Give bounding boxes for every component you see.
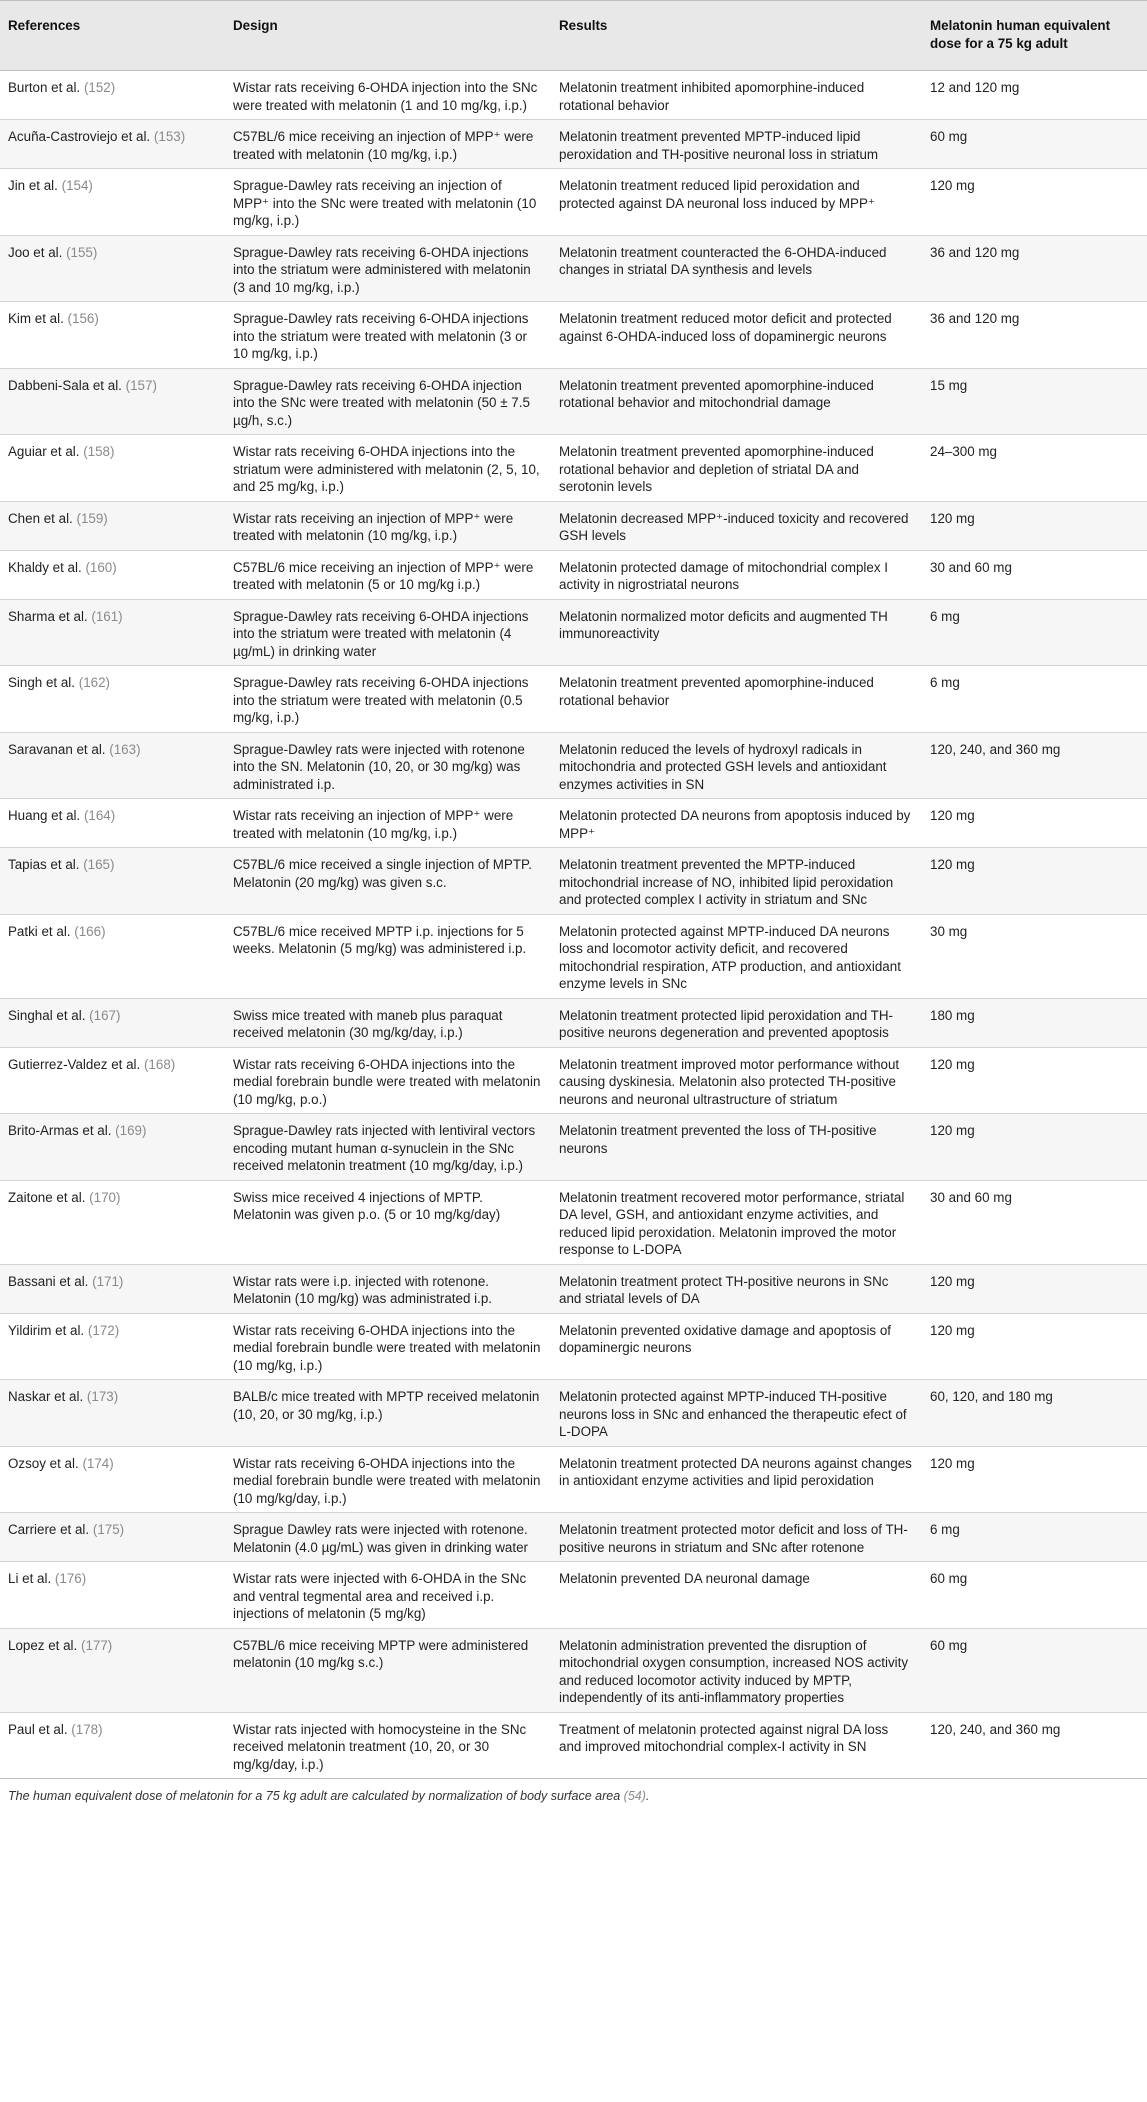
results-cell: Melatonin treatment prevented the loss of TH-positive neurons xyxy=(551,1114,922,1181)
table-row xyxy=(0,914,1147,998)
reference-cell xyxy=(0,302,225,369)
reference-cell xyxy=(0,599,225,666)
dose-cell: 30 and 60 mg xyxy=(922,1180,1147,1264)
design-cell: C57BL/6 mice receiving MPTP were administered melatonin (10 mg/kg s.c.) xyxy=(225,1628,551,1712)
reference-authors: Gutierrez-Valdez et al. xyxy=(8,1056,141,1072)
table-row xyxy=(0,1628,1147,1712)
table-row xyxy=(0,998,1147,1047)
dose-cell: 60 mg xyxy=(922,1628,1147,1712)
table-row xyxy=(0,1114,1147,1181)
table-row xyxy=(0,368,1147,435)
dose-cell: 24–300 mg xyxy=(922,435,1147,502)
dose-cell: 30 mg xyxy=(922,914,1147,998)
design-cell: Sprague-Dawley rats injected with lentiviral vectors encoding mutant human α-synuclein in the SNc received melatonin treatment (10 mg/kg/day, i.p.) xyxy=(225,1114,551,1181)
reference-number-link[interactable]: (155) xyxy=(66,244,98,260)
header-row xyxy=(0,1,1147,71)
reference-number-link[interactable]: (178) xyxy=(71,1721,103,1737)
reference-authors: Joo et al. xyxy=(8,244,63,260)
results-cell: Melatonin treatment reduced lipid peroxidation and protected against DA neuronal loss induced by MPP⁺ xyxy=(551,169,922,236)
results-cell: Melatonin treatment prevented MPTP-induced lipid peroxidation and TH-positive neuronal loss in striatum xyxy=(551,120,922,169)
footnote-ref-link[interactable]: (54) xyxy=(623,1789,646,1803)
reference-authors: Singh et al. xyxy=(8,675,75,690)
table-row xyxy=(0,71,1147,120)
results-cell: Melatonin treatment prevented apomorphine-induced rotational behavior xyxy=(551,666,922,733)
reference-cell xyxy=(0,799,225,848)
reference-number-link[interactable]: (174) xyxy=(82,1455,114,1471)
table-row xyxy=(0,732,1147,799)
reference-cell xyxy=(0,550,225,599)
table-row xyxy=(0,666,1147,733)
reference-cell xyxy=(0,1562,225,1629)
results-cell: Melatonin treatment reduced motor deficit and protected against 6-OHDA-induced loss of dopaminergic neurons xyxy=(551,302,922,369)
design-cell: C57BL/6 mice receiving an injection of MPP⁺ were treated with melatonin (10 mg/kg, i.p.) xyxy=(225,120,551,169)
results-cell: Melatonin protected against MPTP-induced DA neurons loss and locomotor activity deficit, and recovered mitochondrial respiration, ATP production, and antioxidant enzyme levels in SNc xyxy=(551,914,922,998)
reference-number-link[interactable]: (167) xyxy=(89,1007,121,1023)
reference-cell xyxy=(0,1264,225,1313)
results-cell: Melatonin prevented oxidative damage and apoptosis of dopaminergic neurons xyxy=(551,1313,922,1380)
reference-authors: Bassani et al. xyxy=(8,1273,89,1289)
reference-cell xyxy=(0,666,225,733)
reference-number-link[interactable]: (160) xyxy=(85,559,117,575)
reference-authors: Sharma et al. xyxy=(8,608,88,624)
reference-cell xyxy=(0,1513,225,1562)
table-row xyxy=(0,1380,1147,1447)
reference-number-link[interactable]: (171) xyxy=(92,1273,124,1289)
header-design: Design xyxy=(225,1,551,71)
reference-cell xyxy=(0,235,225,302)
reference-authors: Ozsoy et al. xyxy=(8,1455,79,1471)
header-references: References xyxy=(0,1,225,71)
dose-cell: 120, 240, and 360 mg xyxy=(922,732,1147,799)
dose-cell: 30 and 60 mg xyxy=(922,550,1147,599)
dose-cell: 36 and 120 mg xyxy=(922,235,1147,302)
table-row xyxy=(0,848,1147,915)
reference-authors: Li et al. xyxy=(8,1571,52,1586)
dose-cell: 60, 120, and 180 mg xyxy=(922,1380,1147,1447)
reference-number-link[interactable]: (157) xyxy=(125,377,157,393)
reference-cell xyxy=(0,71,225,120)
reference-number-link[interactable]: (163) xyxy=(109,741,141,757)
table-row xyxy=(0,1047,1147,1114)
design-cell: Swiss mice treated with maneb plus paraquat received melatonin (30 mg/kg/day, i.p.) xyxy=(225,998,551,1047)
design-cell: Swiss mice received 4 injections of MPTP. Melatonin was given p.o. (5 or 10 mg/kg/day) xyxy=(225,1180,551,1264)
reference-authors: Burton et al. xyxy=(8,80,81,95)
reference-number-link[interactable]: (165) xyxy=(83,857,115,872)
reference-cell xyxy=(0,501,225,550)
reference-number-link[interactable]: (166) xyxy=(74,923,106,939)
table-header xyxy=(0,1,1147,71)
dose-cell: 120 mg xyxy=(922,1264,1147,1313)
dose-cell: 120 mg xyxy=(922,501,1147,550)
dose-cell: 15 mg xyxy=(922,368,1147,435)
design-cell: Wistar rats receiving 6-OHDA injections into the medial forebrain bundle were treated with melatonin (10 mg/kg, p.o.) xyxy=(225,1047,551,1114)
design-cell: C57BL/6 mice receiving an injection of MPP⁺ were treated with melatonin (5 or 10 mg/kg i.p.) xyxy=(225,550,551,599)
reference-number-link[interactable]: (153) xyxy=(153,129,186,144)
dose-cell: 120 mg xyxy=(922,799,1147,848)
header-dose: Melatonin human equivalent dose for a 75 kg adult xyxy=(922,1,1147,71)
results-cell: Melatonin treatment protected motor deficit and loss of TH-positive neurons in striatum and SNc after rotenone xyxy=(551,1513,922,1562)
design-cell: Wistar rats receiving an injection of MPP⁺ were treated with melatonin (10 mg/kg, i.p.) xyxy=(225,501,551,550)
design-cell: C57BL/6 mice received a single injection of MPTP. Melatonin (20 mg/kg) was given s.c. xyxy=(225,848,551,915)
reference-authors: Chen et al. xyxy=(8,510,73,526)
results-cell: Melatonin normalized motor deficits and augmented TH immunoreactivity xyxy=(551,599,922,666)
design-cell: Wistar rats receiving 6-OHDA injections into the striatum were administered with melatonin (2, 5, 10, and 25 mg/kg, i.p.) xyxy=(225,435,551,502)
reference-authors: Huang et al. xyxy=(8,808,81,823)
dose-cell: 36 and 120 mg xyxy=(922,302,1147,369)
results-cell: Melatonin treatment protected DA neurons against changes in antioxidant enzyme activities and lipid peroxidation xyxy=(551,1446,922,1513)
reference-authors: Carriere et al. xyxy=(8,1522,90,1537)
results-cell: Melatonin decreased MPP⁺-induced toxicity and recovered GSH levels xyxy=(551,501,922,550)
reference-cell xyxy=(0,368,225,435)
reference-authors: Zaitone et al. xyxy=(8,1189,86,1205)
reference-number-link[interactable]: (172) xyxy=(87,1322,120,1338)
results-cell: Melatonin treatment prevented apomorphine-induced rotational behavior and mitochondrial damage xyxy=(551,368,922,435)
table-row xyxy=(0,599,1147,666)
reference-cell xyxy=(0,914,225,998)
design-cell: Wistar rats receiving an injection of MPP⁺ were treated with melatonin (10 mg/kg, i.p.) xyxy=(225,799,551,848)
reference-authors: Acuña-Castroviejo et al. xyxy=(8,129,151,144)
reference-cell xyxy=(0,1180,225,1264)
design-cell: Sprague-Dawley rats receiving 6-OHDA injections into the striatum were administered with melatonin (3 and 10 mg/kg, i.p.) xyxy=(225,235,551,302)
reference-number-link[interactable]: (152) xyxy=(83,80,116,95)
results-cell: Melatonin treatment protect TH-positive neurons in SNc and striatal levels of DA xyxy=(551,1264,922,1313)
reference-number-link[interactable]: (158) xyxy=(83,444,115,459)
reference-number-link[interactable]: (168) xyxy=(143,1056,176,1072)
reference-number-link[interactable]: (161) xyxy=(91,608,123,624)
dose-cell: 120 mg xyxy=(922,1313,1147,1380)
results-cell: Melatonin treatment prevented the MPTP-induced mitochondrial increase of NO, inhibited lipid peroxidation and protected complex I activity in striatum and SNc xyxy=(551,848,922,915)
results-cell: Treatment of melatonin protected against nigral DA loss and improved mitochondrial complex-I activity in SN xyxy=(551,1712,922,1779)
table-row xyxy=(0,120,1147,169)
table-row xyxy=(0,169,1147,236)
dose-cell: 180 mg xyxy=(922,998,1147,1047)
reference-number-link[interactable]: (156) xyxy=(67,311,99,326)
design-cell: BALB/c mice treated with MPTP received melatonin (10, 20, or 30 mg/kg, i.p.) xyxy=(225,1380,551,1447)
design-cell: Sprague-Dawley rats receiving 6-OHDA injection into the SNc were treated with melatonin (50 ± 7.5 µg/h, s.c.) xyxy=(225,368,551,435)
table-row xyxy=(0,235,1147,302)
table-row xyxy=(0,1446,1147,1513)
table-row xyxy=(0,1513,1147,1562)
reference-number-link[interactable]: (177) xyxy=(80,1637,113,1653)
table-row xyxy=(0,550,1147,599)
table-row xyxy=(0,799,1147,848)
reference-cell xyxy=(0,732,225,799)
dose-cell: 12 and 120 mg xyxy=(922,71,1147,120)
footnote-text: The human equivalent dose of melatonin for a 75 kg adult are calculated by normalization of body surface area xyxy=(8,1789,621,1803)
table-row xyxy=(0,1712,1147,1779)
design-cell: Sprague-Dawley rats receiving 6-OHDA injections into the striatum were treated with melatonin (3 or 10 mg/kg, i.p.) xyxy=(225,302,551,369)
reference-authors: Singhal et al. xyxy=(8,1007,86,1023)
header-results: Results xyxy=(551,1,922,71)
dose-cell: 6 mg xyxy=(922,1513,1147,1562)
dose-cell: 120 mg xyxy=(922,1047,1147,1114)
dose-cell: 60 mg xyxy=(922,120,1147,169)
reference-number-link[interactable]: (169) xyxy=(115,1123,147,1138)
table-row xyxy=(0,501,1147,550)
reference-cell xyxy=(0,848,225,915)
design-cell: Wistar rats were injected with 6-OHDA in the SNc and ventral tegmental area and received i.p. injections of melatonin (5 mg/kg) xyxy=(225,1562,551,1629)
design-cell: Sprague-Dawley rats receiving an injection of MPP⁺ into the SNc were treated with melatonin (10 mg/kg, i.p.) xyxy=(225,169,551,236)
table-row xyxy=(0,1180,1147,1264)
reference-cell xyxy=(0,1313,225,1380)
reference-number-link[interactable]: (162) xyxy=(78,675,110,690)
results-cell: Melatonin reduced the levels of hydroxyl radicals in mitochondria and protected GSH levels and antioxidant enzymes activities in SN xyxy=(551,732,922,799)
reference-number-link[interactable]: (170) xyxy=(89,1189,121,1205)
design-cell: Sprague-Dawley rats receiving 6-OHDA injections into the striatum were treated with melatonin (0.5 mg/kg, i.p.) xyxy=(225,666,551,733)
reference-authors: Naskar et al. xyxy=(8,1389,84,1404)
reference-authors: Yildirim et al. xyxy=(8,1322,85,1338)
reference-authors: Saravanan et al. xyxy=(8,741,106,757)
results-cell: Melatonin treatment protected lipid peroxidation and TH-positive neurons degeneration and prevented apoptosis xyxy=(551,998,922,1047)
design-cell: Sprague-Dawley rats receiving 6-OHDA injections into the striatum were treated with melatonin (4 µg/mL) in drinking water xyxy=(225,599,551,666)
reference-number-link[interactable]: (164) xyxy=(83,808,116,823)
reference-number-link[interactable]: (159) xyxy=(76,510,108,526)
dose-cell: 120 mg xyxy=(922,1446,1147,1513)
results-cell: Melatonin treatment counteracted the 6-OHDA-induced changes in striatal DA synthesis and levels xyxy=(551,235,922,302)
design-cell: Sprague Dawley rats were injected with rotenone. Melatonin (4.0 µg/mL) was given in drinking water xyxy=(225,1513,551,1562)
results-cell: Melatonin protected DA neurons from apoptosis induced by MPP⁺ xyxy=(551,799,922,848)
reference-number-link[interactable]: (175) xyxy=(92,1522,125,1537)
dose-cell: 120 mg xyxy=(922,848,1147,915)
reference-authors: Khaldy et al. xyxy=(8,559,82,575)
reference-authors: Dabbeni-Sala et al. xyxy=(8,377,122,393)
table-row xyxy=(0,435,1147,502)
results-cell: Melatonin treatment prevented apomorphine-induced rotational behavior and depletion of striatal DA and serotonin levels xyxy=(551,435,922,502)
design-cell: Wistar rats receiving 6-OHDA injections into the medial forebrain bundle were treated with melatonin (10 mg/kg, i.p.) xyxy=(225,1313,551,1380)
reference-authors: Tapias et al. xyxy=(8,857,80,872)
design-cell: Wistar rats were i.p. injected with rotenone. Melatonin (10 mg/kg) was administrated i.p. xyxy=(225,1264,551,1313)
table-body xyxy=(0,71,1147,1779)
design-cell: Wistar rats receiving 6-OHDA injections into the medial forebrain bundle were treated with melatonin (10 mg/kg/day, i.p.) xyxy=(225,1446,551,1513)
dose-cell: 120 mg xyxy=(922,1114,1147,1181)
reference-cell xyxy=(0,1380,225,1447)
dose-cell: 120, 240, and 360 mg xyxy=(922,1712,1147,1779)
reference-cell xyxy=(0,1446,225,1513)
reference-cell xyxy=(0,435,225,502)
design-cell: Sprague-Dawley rats were injected with rotenone into the SN. Melatonin (10, 20, or 30 mg/kg) was administrated i.p. xyxy=(225,732,551,799)
reference-authors: Jin et al. xyxy=(8,178,58,193)
reference-authors: Paul et al. xyxy=(8,1721,68,1737)
results-cell: Melatonin administration prevented the disruption of mitochondrial oxygen consumption, increased NOS activity and reduced locomotor activity induced by MPTP, independently of its anti-inflammatory properties xyxy=(551,1628,922,1712)
design-cell: C57BL/6 mice received MPTP i.p. injections for 5 weeks. Melatonin (5 mg/kg) was administered i.p. xyxy=(225,914,551,998)
reference-authors: Brito-Armas et al. xyxy=(8,1123,112,1138)
reference-cell xyxy=(0,169,225,236)
dose-cell: 6 mg xyxy=(922,666,1147,733)
results-cell: Melatonin protected damage of mitochondrial complex I activity in nigrostriatal neurons xyxy=(551,550,922,599)
table-row xyxy=(0,1313,1147,1380)
results-cell: Melatonin treatment recovered motor performance, striatal DA level, GSH, and antioxidant enzyme activities, and reduced lipid peroxidation. Melatonin improved the motor response to L-DOPA xyxy=(551,1180,922,1264)
results-cell: Melatonin prevented DA neuronal damage xyxy=(551,1562,922,1629)
reference-authors: Aguiar et al. xyxy=(8,444,80,459)
reference-cell xyxy=(0,120,225,169)
results-cell: Melatonin treatment improved motor performance without causing dyskinesia. Melatonin also protected TH-positive neurons and neuronal ultrastructure of striatum xyxy=(551,1047,922,1114)
footnote-end: . xyxy=(645,1789,650,1803)
reference-number-link[interactable]: (173) xyxy=(86,1389,119,1404)
table-row xyxy=(0,302,1147,369)
reference-cell xyxy=(0,1628,225,1712)
reference-cell xyxy=(0,998,225,1047)
dose-cell: 60 mg xyxy=(922,1562,1147,1629)
table-row xyxy=(0,1264,1147,1313)
reference-authors: Patki et al. xyxy=(8,923,71,939)
reference-number-link[interactable]: (154) xyxy=(61,178,93,193)
reference-cell xyxy=(0,1114,225,1181)
reference-cell xyxy=(0,1712,225,1779)
table-footnote xyxy=(0,1779,1147,1803)
table-row xyxy=(0,1562,1147,1629)
results-cell: Melatonin treatment inhibited apomorphine-induced rotational behavior xyxy=(551,71,922,120)
reference-authors: Kim et al. xyxy=(8,311,64,326)
results-cell: Melatonin protected against MPTP-induced TH-positive neurons loss in SNc and enhanced the therapeutic efect of L-DOPA xyxy=(551,1380,922,1447)
dose-cell: 6 mg xyxy=(922,599,1147,666)
dose-cell: 120 mg xyxy=(922,169,1147,236)
reference-authors: Lopez et al. xyxy=(8,1637,78,1653)
reference-number-link[interactable]: (176) xyxy=(54,1571,87,1586)
design-cell: Wistar rats receiving 6-OHDA injection into the SNc were treated with melatonin (1 and 10 mg/kg, i.p.) xyxy=(225,71,551,120)
design-cell: Wistar rats injected with homocysteine in the SNc received melatonin treatment (10, 20, or 30 mg/kg/day, i.p.) xyxy=(225,1712,551,1779)
reference-cell xyxy=(0,1047,225,1114)
